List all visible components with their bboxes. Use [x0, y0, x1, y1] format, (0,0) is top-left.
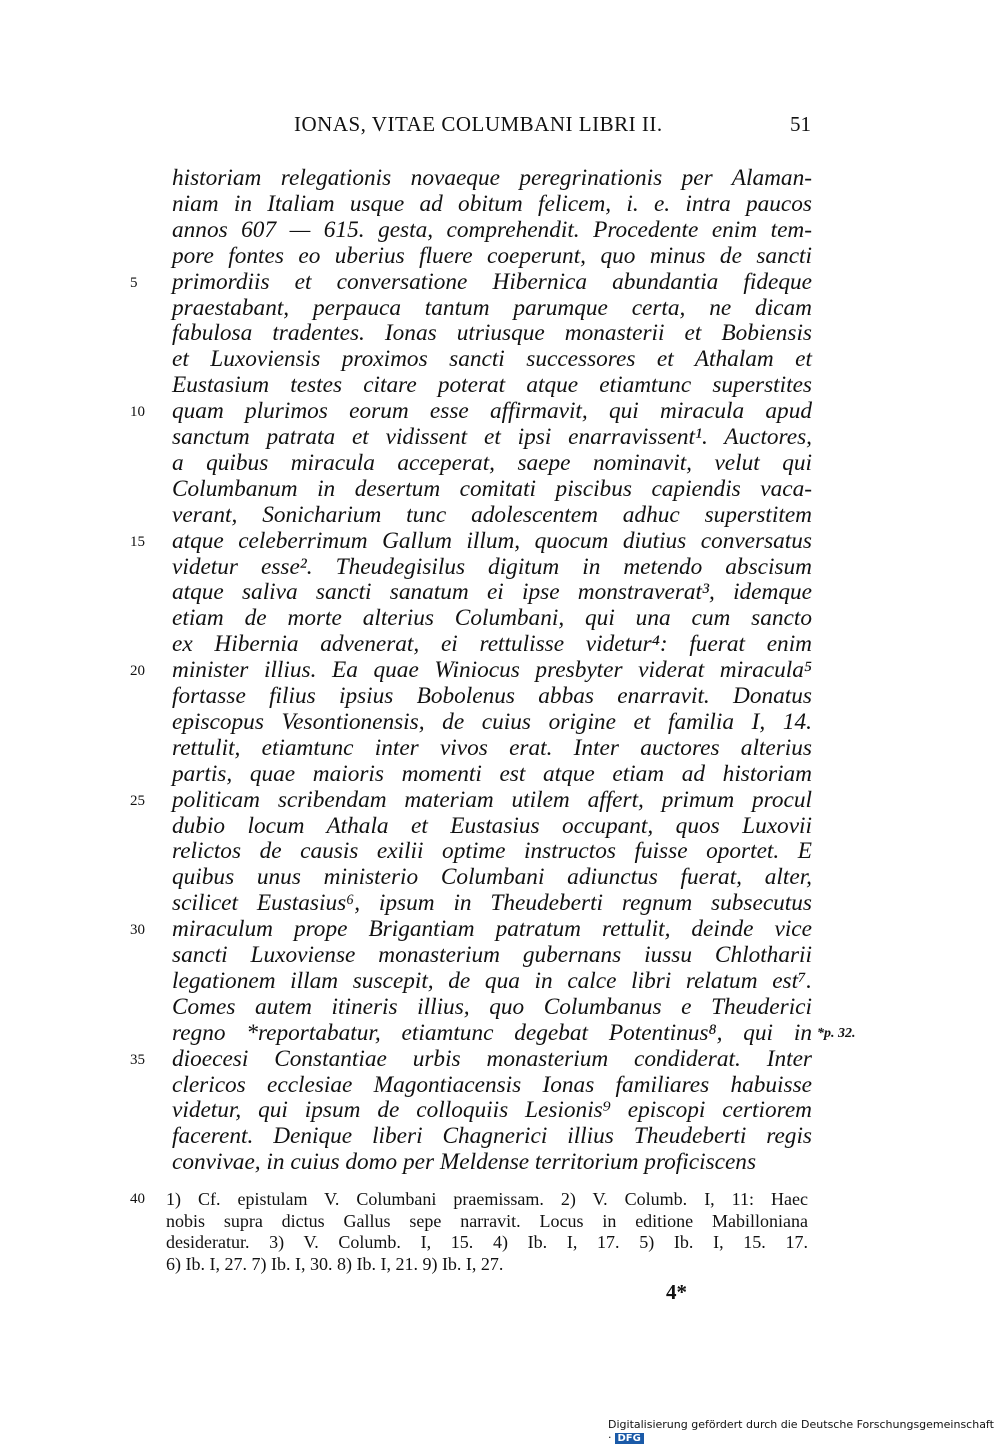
page-number: 51	[790, 112, 811, 136]
line-text: atque celeberrimum Gallum illum, quocum diutius conversatus	[172, 527, 812, 554]
footnote-text: 6) Ib. I, 27. 7) Ib. I, 30. 8) Ib. I, 21. 9) Ib. I, 27.	[166, 1253, 504, 1274]
line-text: atque saliva sancti sanatum ei ipse monstraverat³, idemque	[172, 579, 812, 606]
line-text: etiam de morte alterius Columbani, qui una cum sancto	[172, 605, 812, 632]
text-line	[0, 709, 1000, 735]
line-text: quam plurimos eorum esse affirmavit, qui miracula apud	[172, 398, 812, 425]
footnote-text: 1) Cf. epistulam V. Columbani praemissam. 2) V. Columb. I, 11: Haec	[166, 1189, 808, 1209]
footnote-text: desideratur. 3) V. Columb. I, 15. 4) Ib. I, 17. 5) Ib. I, 15. 17.	[166, 1232, 808, 1252]
margin-page-reference: *p. 32.	[817, 1025, 856, 1041]
text-line	[0, 1123, 1000, 1149]
line-text: convivae, in cuius domo per Meldense territorium proficiscens	[172, 1149, 757, 1176]
line-text: fortasse filius ipsius Bobolenus abbas enarravit. Donatus	[172, 683, 812, 709]
line-text: scilicet Eustasius⁶, ipsum in Theudeberti regnum subsecutus	[172, 890, 812, 917]
digitization-footer	[608, 1418, 1000, 1444]
text-line	[0, 191, 1000, 217]
text-line	[0, 1097, 1000, 1123]
text-line	[0, 554, 1000, 580]
text-line	[0, 165, 1000, 191]
text-line	[0, 398, 1000, 424]
signature-mark: 4*	[666, 1280, 687, 1304]
text-line	[0, 217, 1000, 243]
line-number: 40	[130, 1191, 145, 1207]
line-text: sancti Luxoviense monasterium gubernans iussu Chlotharii	[172, 942, 812, 968]
footnote-line	[0, 1210, 1000, 1232]
line-text: partis, quae maioris momenti est atque etiam ad historiam	[172, 760, 812, 787]
line-text: clericos ecclesiae Magontiacensis Ionas familiares habuisse	[172, 1071, 812, 1098]
line-text: sanctum patrata et vidissent et ipsi enarravissent¹. Auctores,	[172, 424, 812, 450]
text-line	[0, 605, 1000, 631]
footnote-line	[0, 1231, 1000, 1253]
text-line	[0, 528, 1000, 554]
line-text: relictos de causis exilii optime instructos fuisse oportet. E	[172, 838, 812, 865]
line-text: primordiis et conversatione Hibernica abundantia fideque	[172, 268, 812, 295]
line-text: Columbanum in desertum comitati piscibus capiendis vaca-	[172, 475, 812, 502]
line-text: dubio locum Athala et Eustasius occupant, quos Luxovii	[172, 812, 812, 839]
line-text: ex Hibernia advenerat, ei rettulisse videtur⁴: fuerat enim	[172, 631, 812, 658]
text-line	[0, 813, 1000, 839]
text-line	[0, 1149, 1000, 1175]
line-text: videtur esse². Theudegisilus digitum in metendo abscisum	[172, 553, 812, 580]
line-number: 30	[130, 922, 145, 939]
line-text: Comes autem itineris illius, quo Columbanus e Theuderici	[172, 993, 812, 1020]
text-line	[0, 994, 1000, 1020]
line-text: historiam relegationis novaeque peregrinationis per Alaman-	[172, 165, 812, 191]
line-text: dioecesi Constantiae urbis monasterium condiderat. Inter	[172, 1045, 812, 1072]
line-text: rettulit, etiamtunc inter vivos erat. Inter auctores alterius	[172, 734, 812, 761]
line-text: videtur, qui ipsum de colloquiis Lesionis⁹ episcopi certiorem	[172, 1097, 812, 1124]
running-header	[0, 112, 1000, 146]
text-line	[0, 243, 1000, 269]
text-line	[0, 631, 1000, 657]
line-text: episcopus Vesontionensis, de cuius origine et familia I, 14.	[172, 708, 812, 735]
text-line	[0, 890, 1000, 916]
text-line	[0, 1020, 1000, 1046]
line-text: pore fontes eo uberius fluere coeperunt, quo minus de sancti	[172, 242, 812, 269]
line-text: et Luxoviensis proximos sancti successores et Athalam et	[172, 346, 812, 373]
text-line	[0, 502, 1000, 528]
text-line	[0, 476, 1000, 502]
dfg-logo: DFG	[615, 1433, 644, 1444]
running-title: IONAS, VITAE COLUMBANI LIBRI II.	[294, 112, 663, 136]
line-number: 25	[130, 792, 145, 809]
line-number: 20	[130, 663, 145, 680]
text-line	[0, 372, 1000, 398]
line-text: a quibus miracula acceperat, saepe nominavit, velut qui	[172, 449, 812, 476]
line-text: politicam scribendam materiam utilem affert, primum procul	[172, 786, 812, 813]
line-number: 15	[130, 533, 145, 550]
text-line	[0, 295, 1000, 321]
footnote-line	[0, 1188, 1000, 1210]
text-line	[0, 320, 1000, 346]
footnote-line	[0, 1253, 1000, 1275]
line-text: quibus unus ministerio Columbani adiunctus fuerat, alter,	[172, 864, 812, 891]
text-line	[0, 1072, 1000, 1098]
text-line	[0, 761, 1000, 787]
line-text: annos 607 — 615. gesta, comprehendit. Procedente enim tem-	[172, 216, 812, 243]
line-text: regno *reportabatur, etiamtunc degebat Potentinus⁸, qui in	[172, 1019, 812, 1046]
line-text: verant, Sonicharium tunc adolescentem adhuc superstitem	[172, 501, 812, 528]
text-line	[0, 269, 1000, 295]
text-line	[0, 787, 1000, 813]
line-text: fabulosa tradentes. Ionas utriusque monasterii et Bobiensis	[172, 320, 812, 347]
text-line	[0, 838, 1000, 864]
line-text: niam in Italiam usque ad obitum felicem, i. e. intra paucos	[172, 190, 812, 217]
line-number: 35	[130, 1051, 145, 1068]
line-text: minister illius. Ea quae Winiocus presbyter viderat miracula⁵	[172, 657, 812, 684]
line-text: legationem illam suscepit, de qua in calce libri relatum est⁷.	[172, 967, 812, 994]
line-number: 5	[130, 274, 138, 291]
text-line	[0, 683, 1000, 709]
line-text: miraculum prope Brigantiam patratum rettulit, deinde vice	[172, 916, 812, 943]
text-line	[0, 968, 1000, 994]
text-line	[0, 864, 1000, 890]
line-text: praestabant, perpauca tantum parumque certa, ne dicam	[172, 294, 812, 321]
text-line	[0, 942, 1000, 968]
text-line	[0, 657, 1000, 683]
text-line	[0, 424, 1000, 450]
text-line	[0, 1046, 1000, 1072]
footnote-text: nobis supra dictus Gallus sepe narravit. Locus in editione Mabilloniana	[166, 1210, 808, 1231]
line-number: 10	[130, 404, 145, 421]
text-line	[0, 450, 1000, 476]
text-line	[0, 579, 1000, 605]
line-text: Eustasium testes citare poterat atque etiamtunc superstites	[172, 372, 812, 399]
text-line	[0, 916, 1000, 942]
text-line	[0, 735, 1000, 761]
footer-text: Digitalisierung gefördert durch die Deutsche Forschungsgemeinschaft ·	[608, 1418, 994, 1444]
text-line	[0, 346, 1000, 372]
line-text: facerent. Denique liberi Chagnerici illius Theudeberti regis	[172, 1123, 812, 1150]
